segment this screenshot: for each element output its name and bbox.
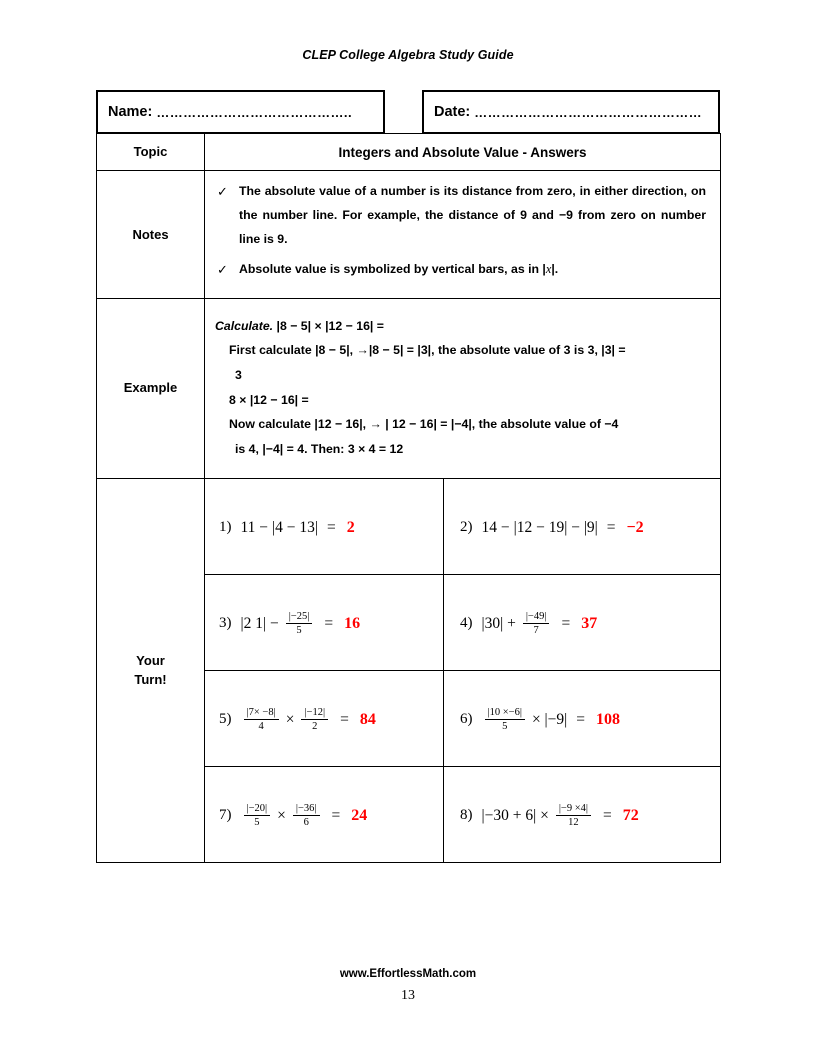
equals-sign: = bbox=[327, 518, 336, 536]
example-step-3: 8 × |12 − 16| = bbox=[229, 392, 309, 407]
name-date-row bbox=[96, 90, 720, 134]
problem-cell[interactable] bbox=[205, 478, 444, 574]
problem-body bbox=[482, 611, 598, 637]
problem-expression bbox=[219, 611, 437, 637]
fraction bbox=[286, 611, 313, 637]
answer-value: 24 bbox=[351, 806, 368, 824]
problem-body bbox=[482, 707, 621, 733]
fraction-numerator: |−9 ×4| bbox=[558, 802, 588, 814]
problem-body bbox=[482, 803, 639, 829]
page-number: 13 bbox=[401, 988, 415, 1003]
equals-sign: = bbox=[340, 710, 349, 728]
problem-body bbox=[241, 519, 355, 537]
problem-number: 1) bbox=[219, 519, 232, 536]
topic-row bbox=[97, 134, 721, 171]
fraction-numerator: |−20| bbox=[246, 802, 268, 814]
expression-text: |2 1| − bbox=[240, 614, 279, 632]
fraction-numerator: |7× −8| bbox=[246, 706, 276, 718]
fraction bbox=[244, 707, 279, 733]
problem-cell[interactable] bbox=[444, 574, 721, 670]
problem-body bbox=[482, 519, 644, 537]
name-field[interactable] bbox=[96, 90, 385, 134]
problem-number: 3) bbox=[219, 615, 232, 632]
equals-sign: = bbox=[561, 614, 571, 632]
problem-expression bbox=[219, 519, 437, 537]
fraction-denominator: 5 bbox=[244, 815, 271, 828]
answer-value: 16 bbox=[344, 614, 361, 632]
problem-number: 8) bbox=[460, 807, 473, 824]
expression-text: |12 − 19| − |9| bbox=[513, 518, 598, 536]
fraction bbox=[523, 611, 550, 637]
fraction-denominator: 6 bbox=[293, 815, 320, 828]
your-turn-label-line2: Turn! bbox=[134, 672, 167, 688]
fraction bbox=[293, 803, 320, 829]
fraction-denominator: 2 bbox=[301, 719, 328, 732]
answer-value: 37 bbox=[581, 614, 598, 632]
example-step-1: First calculate |8 − 5|, →|8 − 5| = |3|, the absolute value of 3 is 3, |3| = bbox=[229, 343, 626, 358]
problem-number: 2) bbox=[460, 519, 473, 536]
equals-sign: = bbox=[576, 710, 586, 728]
date-field[interactable] bbox=[422, 90, 720, 134]
fraction bbox=[244, 803, 271, 829]
problem-body bbox=[241, 707, 376, 733]
fraction-denominator: 5 bbox=[286, 623, 313, 636]
equals-sign: = bbox=[606, 518, 616, 536]
problem-expression bbox=[219, 803, 437, 829]
expression-text: × |−9| bbox=[531, 710, 568, 728]
example-step-2: 3 bbox=[235, 368, 242, 382]
expression-text: |30| + bbox=[481, 614, 516, 632]
your-turn-label bbox=[97, 478, 205, 862]
expression-text: 14 − bbox=[481, 518, 510, 536]
date-dotted-line: …………………………………………… bbox=[474, 104, 703, 120]
fraction bbox=[556, 803, 591, 829]
expression-text: 11 − bbox=[240, 518, 269, 536]
problem-cell[interactable] bbox=[205, 670, 444, 766]
expression-text: |4 − 13| bbox=[272, 518, 318, 536]
example-head-word: Calculate. bbox=[215, 318, 274, 333]
fraction-numerator: |−49| bbox=[525, 610, 547, 622]
problem-expression bbox=[460, 707, 714, 733]
fraction-numerator: |−12| bbox=[304, 706, 326, 718]
example-label: Example bbox=[97, 298, 205, 478]
fraction-numerator: |−25| bbox=[288, 610, 310, 622]
notes-row bbox=[97, 171, 721, 299]
notes-content bbox=[205, 171, 721, 299]
example-head-expression: |8 − 5| × |12 − 16| = bbox=[276, 318, 384, 333]
expression-text: × bbox=[277, 806, 286, 824]
answer-value: −2 bbox=[626, 518, 644, 536]
problem-expression bbox=[460, 519, 714, 537]
problem-number: 4) bbox=[460, 615, 473, 632]
notes-label: Notes bbox=[97, 171, 205, 299]
note-bullet-2-text bbox=[239, 258, 706, 282]
note-bullet-2-variable: x bbox=[545, 261, 552, 276]
name-dotted-line: …………………………………….. bbox=[156, 104, 352, 120]
problem-cell[interactable] bbox=[205, 574, 444, 670]
problem-expression bbox=[460, 611, 714, 637]
answer-value: 84 bbox=[359, 710, 376, 728]
expression-text: × bbox=[285, 710, 295, 728]
problem-number: 6) bbox=[460, 711, 473, 728]
your-turn-label-line1: Your bbox=[136, 652, 165, 668]
note-bullet-2-prefix: Absolute value is symbolized by vertical bars, as in | bbox=[239, 261, 546, 276]
answer-value: 72 bbox=[622, 806, 639, 824]
note-bullet-2 bbox=[217, 258, 706, 283]
note-bullet-2-suffix: |. bbox=[551, 261, 559, 276]
equals-sign: = bbox=[603, 806, 612, 824]
date-label: Date: bbox=[434, 104, 471, 120]
problem-expression bbox=[219, 707, 437, 733]
note-bullet-1-text: The absolute value of a number is its distance from zero, in either direction, on the number line. For example, the distance of 9 and −9 from zero on number line is 9. bbox=[239, 184, 706, 246]
check-icon: ✓ bbox=[217, 261, 228, 277]
example-step-5: is 4, |−4| = 4. Then: 3 × 4 = 12 bbox=[235, 441, 404, 456]
name-label: Name: bbox=[108, 104, 153, 120]
answer-value: 2 bbox=[346, 518, 355, 536]
running-head: CLEP College Algebra Study Guide bbox=[302, 48, 514, 62]
fraction-denominator: 4 bbox=[244, 719, 279, 732]
problem-number: 7) bbox=[219, 807, 232, 824]
fraction-denominator: 7 bbox=[523, 623, 550, 636]
worksheet-table bbox=[96, 133, 721, 863]
fraction-denominator: 5 bbox=[485, 719, 525, 732]
example-step-4: Now calculate |12 − 16|, → | 12 − 16| = |−4|, the absolute value of −4 bbox=[229, 417, 619, 432]
problem-cell[interactable] bbox=[444, 766, 721, 862]
fraction bbox=[485, 707, 525, 733]
problem-cell[interactable] bbox=[444, 670, 721, 766]
problem-number: 5) bbox=[219, 711, 232, 728]
example-row bbox=[97, 298, 721, 478]
expression-text: |−30 + 6| × bbox=[481, 806, 549, 824]
fraction-denominator: 12 bbox=[556, 815, 591, 828]
problem-body bbox=[241, 803, 368, 829]
topic-title: Integers and Absolute Value - Answers bbox=[205, 134, 721, 171]
problem-expression bbox=[460, 803, 714, 829]
example-content bbox=[205, 298, 721, 478]
fraction bbox=[301, 707, 328, 733]
problem-cell[interactable] bbox=[444, 478, 721, 574]
answer-value: 108 bbox=[596, 710, 621, 728]
note-bullet-1 bbox=[217, 180, 706, 252]
equals-sign: = bbox=[324, 614, 334, 632]
problem-body bbox=[241, 611, 361, 637]
equals-sign: = bbox=[331, 806, 341, 824]
footer-website: www.EffortlessMath.com bbox=[339, 968, 477, 980]
problem-row-1 bbox=[97, 478, 721, 574]
topic-label: Topic bbox=[97, 134, 205, 171]
problem-cell[interactable] bbox=[205, 766, 444, 862]
example-head-line bbox=[215, 314, 708, 339]
fraction-numerator: |−36| bbox=[295, 802, 317, 814]
check-icon: ✓ bbox=[217, 184, 228, 199]
fraction-numerator: |10 ×−6| bbox=[487, 706, 522, 718]
